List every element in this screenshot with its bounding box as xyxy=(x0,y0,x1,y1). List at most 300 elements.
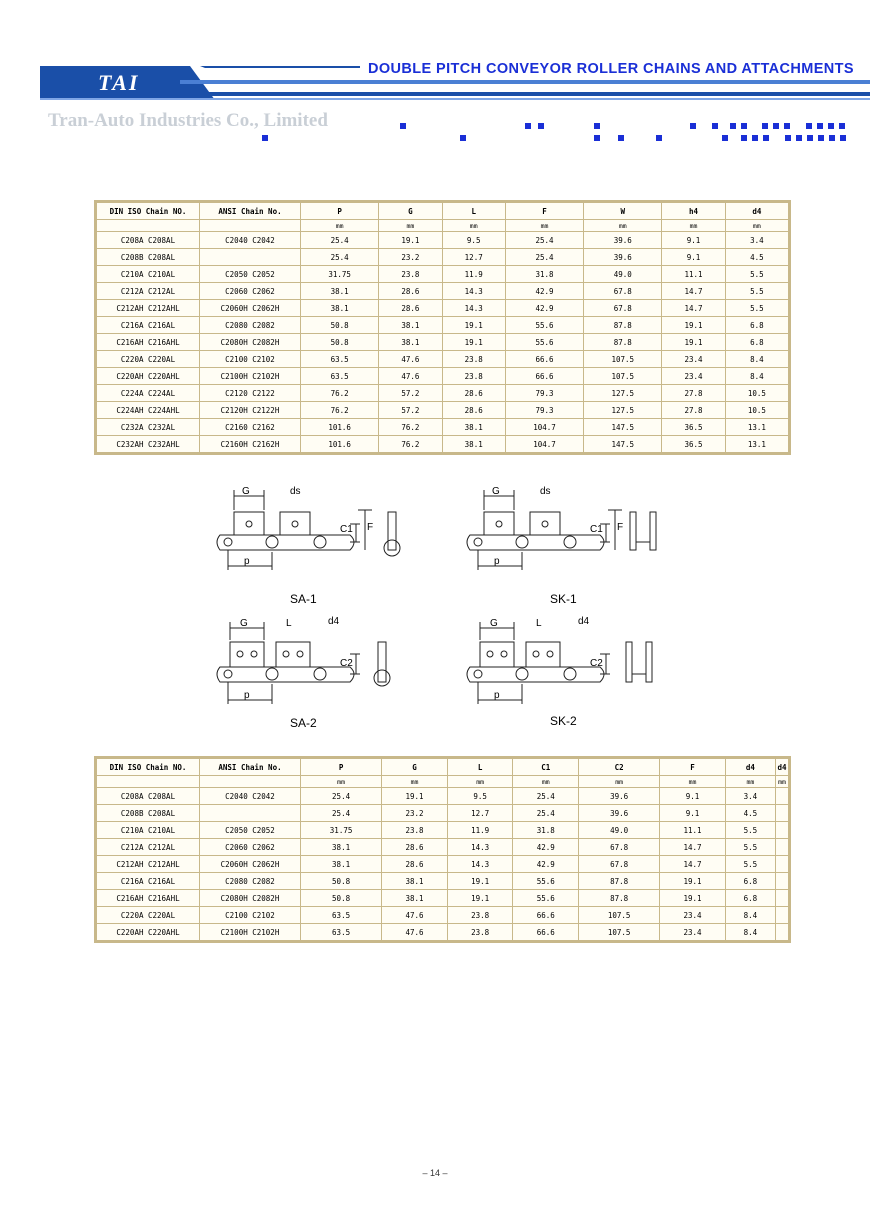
table-cell xyxy=(776,890,789,907)
table-row xyxy=(97,351,789,368)
column-header: L xyxy=(447,759,513,776)
table-cell: 42.9 xyxy=(513,856,579,873)
table-cell: 19.1 xyxy=(382,788,448,805)
table-cell: 11.9 xyxy=(447,822,513,839)
table-cell: C232AH C232AHL xyxy=(97,436,200,453)
column-header: C2 xyxy=(579,759,660,776)
table-cell: 3.4 xyxy=(725,788,775,805)
unit-cell: mm xyxy=(505,220,583,232)
table-cell: 23.4 xyxy=(660,924,726,941)
table-cell: 107.5 xyxy=(579,907,660,924)
table-cell: 49.0 xyxy=(579,822,660,839)
table-cell: 66.6 xyxy=(505,368,583,385)
unit-cell: mm xyxy=(725,220,788,232)
column-header: W xyxy=(584,203,662,220)
table-cell: 6.8 xyxy=(725,317,788,334)
table-cell: C2160H C2162H xyxy=(200,436,301,453)
table-cell: 28.6 xyxy=(442,385,505,402)
spec-table-1-body xyxy=(97,232,789,453)
table-cell: 101.6 xyxy=(301,419,379,436)
table-cell: 31.8 xyxy=(505,266,583,283)
table-cell: 42.9 xyxy=(505,300,583,317)
table-cell: 14.3 xyxy=(442,300,505,317)
table-cell: 25.4 xyxy=(505,249,583,266)
dim-label-c2: C2 xyxy=(340,658,353,669)
column-header: d4 xyxy=(725,759,775,776)
dim-label-p: p xyxy=(244,690,250,701)
diagram-label-sk2: SK-2 xyxy=(550,714,577,728)
table-cell: 27.8 xyxy=(662,402,725,419)
table-cell: C2160 C2162 xyxy=(200,419,301,436)
table-cell: 11.1 xyxy=(662,266,725,283)
table-cell: 14.7 xyxy=(660,839,726,856)
table-cell: 57.2 xyxy=(379,402,442,419)
unit-cell: mm xyxy=(301,220,379,232)
table-cell: 49.0 xyxy=(584,266,662,283)
table-cell: C216AH C216AHL xyxy=(97,334,200,351)
table-cell: 23.4 xyxy=(660,907,726,924)
dim-label-f: F xyxy=(367,522,374,533)
unit-cell: mm xyxy=(662,220,725,232)
table-row xyxy=(97,402,789,419)
table-cell: 19.1 xyxy=(379,232,442,249)
table-cell: C2120H C2122H xyxy=(200,402,301,419)
table-cell: 14.3 xyxy=(447,856,513,873)
table-cell xyxy=(776,856,789,873)
column-header: P xyxy=(301,203,379,220)
table-cell: 5.5 xyxy=(725,839,775,856)
table-row xyxy=(97,419,789,436)
table-row xyxy=(97,283,789,300)
table-cell: 47.6 xyxy=(382,907,448,924)
table-cell: 31.75 xyxy=(301,266,379,283)
table-cell: 19.1 xyxy=(447,873,513,890)
table-cell: 36.5 xyxy=(662,436,725,453)
table-cell xyxy=(776,924,789,941)
table-cell: 38.1 xyxy=(301,300,379,317)
table-row xyxy=(97,317,789,334)
table-cell: 6.8 xyxy=(725,873,775,890)
table-cell: 5.5 xyxy=(725,300,788,317)
table-cell: C2100 C2102 xyxy=(200,351,301,368)
column-header: ANSI Chain No. xyxy=(200,203,301,220)
table-cell: C2100H C2102H xyxy=(200,368,301,385)
table-cell: 25.4 xyxy=(301,249,379,266)
table-cell: C2050 C2052 xyxy=(200,266,301,283)
table-cell: 104.7 xyxy=(505,436,583,453)
table-cell: 66.6 xyxy=(505,351,583,368)
unit-cell: mm xyxy=(442,220,505,232)
table-cell: 50.8 xyxy=(301,873,382,890)
table-cell: 8.4 xyxy=(725,924,775,941)
table-cell: 67.8 xyxy=(584,283,662,300)
table-cell: 19.1 xyxy=(442,334,505,351)
table-cell: C2060 C2062 xyxy=(200,839,301,856)
table-cell: 66.6 xyxy=(513,924,579,941)
table-cell: 14.7 xyxy=(662,283,725,300)
table-cell: 5.5 xyxy=(725,822,775,839)
table-cell xyxy=(776,839,789,856)
table-cell: 28.6 xyxy=(379,283,442,300)
table-cell: 55.6 xyxy=(513,873,579,890)
table-cell: 76.2 xyxy=(379,436,442,453)
table-cell: 23.8 xyxy=(382,822,448,839)
table-cell: C208A C208AL xyxy=(97,788,200,805)
table-cell: 127.5 xyxy=(584,402,662,419)
dim-label-ds: ds xyxy=(540,486,551,497)
unit-cell xyxy=(97,776,200,788)
table-cell: 9.1 xyxy=(662,232,725,249)
table-cell xyxy=(200,249,301,266)
table-cell: 9.1 xyxy=(660,788,726,805)
table-cell: C2040 C2042 xyxy=(200,232,301,249)
dim-label-p: p xyxy=(244,556,250,567)
column-header: DIN ISO Chain NO. xyxy=(97,203,200,220)
table-cell xyxy=(776,873,789,890)
unit-cell: mm xyxy=(513,776,579,788)
table-cell: C208B C208AL xyxy=(97,805,200,822)
table-cell: C216A C216AL xyxy=(97,873,200,890)
table-cell: C212A C212AL xyxy=(97,839,200,856)
unit-cell xyxy=(97,220,200,232)
table-cell xyxy=(200,805,301,822)
table-cell: 47.6 xyxy=(379,351,442,368)
table-cell: 63.5 xyxy=(301,924,382,941)
table-cell: 42.9 xyxy=(513,839,579,856)
units-row xyxy=(97,776,789,788)
table-cell: C220A C220AL xyxy=(97,351,200,368)
table-cell: 25.4 xyxy=(513,788,579,805)
column-header: P xyxy=(301,759,382,776)
table-cell: 23.8 xyxy=(442,351,505,368)
dim-label-c1: C1 xyxy=(590,524,603,535)
table-cell: 57.2 xyxy=(379,385,442,402)
table-cell xyxy=(776,822,789,839)
table-cell: 55.6 xyxy=(505,317,583,334)
column-header: d4 xyxy=(776,759,789,776)
table-cell: 4.5 xyxy=(725,249,788,266)
table-cell: 23.2 xyxy=(382,805,448,822)
spec-table-2 xyxy=(96,758,789,941)
table-cell: 76.2 xyxy=(379,419,442,436)
table-cell: C2100H C2102H xyxy=(200,924,301,941)
table-cell: 39.6 xyxy=(579,805,660,822)
unit-cell: mm xyxy=(382,776,448,788)
table-cell: C2120 C2122 xyxy=(200,385,301,402)
dim-label-l: L xyxy=(536,618,542,629)
table-cell: 8.4 xyxy=(725,351,788,368)
table-cell: 87.8 xyxy=(584,334,662,351)
table-cell: 8.4 xyxy=(725,907,775,924)
table-cell: 67.8 xyxy=(579,839,660,856)
unit-cell: mm xyxy=(301,776,382,788)
table-cell: 5.5 xyxy=(725,856,775,873)
table-cell: C212AH C212AHL xyxy=(97,856,200,873)
table-cell: 10.5 xyxy=(725,385,788,402)
table-cell: 19.1 xyxy=(442,317,505,334)
table-row xyxy=(97,249,789,266)
table-cell: 38.1 xyxy=(382,890,448,907)
table-cell: 50.8 xyxy=(301,890,382,907)
dim-label-p: p xyxy=(494,556,500,567)
column-header: C1 xyxy=(513,759,579,776)
table-cell: 76.2 xyxy=(301,385,379,402)
company-logo: TAI xyxy=(98,70,140,95)
table-cell: 50.8 xyxy=(301,317,379,334)
table-cell: C224A C224AL xyxy=(97,385,200,402)
table-cell: 28.6 xyxy=(382,856,448,873)
table-cell: 38.1 xyxy=(442,419,505,436)
table-cell: C220AH C220AHL xyxy=(97,924,200,941)
table-row xyxy=(97,334,789,351)
table-cell: 42.9 xyxy=(505,283,583,300)
table-cell: 107.5 xyxy=(584,368,662,385)
table-cell: 23.8 xyxy=(447,907,513,924)
table-row xyxy=(97,232,789,249)
table-cell xyxy=(776,907,789,924)
table-row xyxy=(97,856,789,873)
table-row xyxy=(97,805,789,822)
column-header: d4 xyxy=(725,203,788,220)
table-cell: 9.5 xyxy=(447,788,513,805)
unit-cell: mm xyxy=(447,776,513,788)
table-cell: 79.3 xyxy=(505,402,583,419)
table-cell: 87.8 xyxy=(584,317,662,334)
sa2-drawing xyxy=(217,622,390,704)
table-cell: 67.8 xyxy=(584,300,662,317)
table-cell: 47.6 xyxy=(379,368,442,385)
table-cell: 47.6 xyxy=(382,924,448,941)
table-row xyxy=(97,839,789,856)
table-header-row xyxy=(97,203,789,220)
table-cell: 28.6 xyxy=(442,402,505,419)
table-cell: 23.8 xyxy=(379,266,442,283)
table-cell: C2060H C2062H xyxy=(200,856,301,873)
table-cell: 147.5 xyxy=(584,436,662,453)
table-cell: 4.5 xyxy=(725,805,775,822)
dim-label-p: p xyxy=(494,690,500,701)
table-cell: 107.5 xyxy=(579,924,660,941)
table-cell: 31.8 xyxy=(513,822,579,839)
table-cell: 39.6 xyxy=(584,232,662,249)
table-cell: 38.1 xyxy=(301,856,382,873)
table-cell: 31.75 xyxy=(301,822,382,839)
table-cell: 63.5 xyxy=(301,351,379,368)
column-header: F xyxy=(505,203,583,220)
dim-label-c2: C2 xyxy=(590,658,603,669)
table-row xyxy=(97,890,789,907)
table-cell: 19.1 xyxy=(662,334,725,351)
table-row xyxy=(97,300,789,317)
diagram-label-sa2: SA-2 xyxy=(290,716,317,730)
company-name: Tran-Auto Industries Co., Limited xyxy=(48,110,328,131)
table-cell: 19.1 xyxy=(660,873,726,890)
table-cell: 55.6 xyxy=(505,334,583,351)
table-cell: C2060 C2062 xyxy=(200,283,301,300)
table-row xyxy=(97,822,789,839)
table-cell: 55.6 xyxy=(513,890,579,907)
table-cell: 23.4 xyxy=(662,368,725,385)
table-cell: 25.4 xyxy=(301,788,382,805)
table-row xyxy=(97,907,789,924)
dim-label-d4: d4 xyxy=(328,616,340,627)
table-cell: C212AH C212AHL xyxy=(97,300,200,317)
table-cell: C2080H C2082H xyxy=(200,890,301,907)
table-cell: 87.8 xyxy=(579,873,660,890)
table-cell: C212A C212AL xyxy=(97,283,200,300)
unit-cell xyxy=(200,776,301,788)
decorative-squares xyxy=(0,120,870,146)
table-cell: 39.6 xyxy=(584,249,662,266)
table-cell: C2080H C2082H xyxy=(200,334,301,351)
table-cell: 38.1 xyxy=(442,436,505,453)
table-cell: 38.1 xyxy=(301,283,379,300)
table-cell: 19.1 xyxy=(662,317,725,334)
table-cell: 5.5 xyxy=(725,266,788,283)
table-row xyxy=(97,368,789,385)
table-cell: 14.7 xyxy=(662,300,725,317)
table-cell: 23.2 xyxy=(379,249,442,266)
table-cell: 13.1 xyxy=(725,436,788,453)
table-cell: 38.1 xyxy=(379,334,442,351)
table-cell: C208B C208AL xyxy=(97,249,200,266)
unit-cell: mm xyxy=(776,776,789,788)
dim-label-g: G xyxy=(492,486,500,497)
table-cell: C216AH C216AHL xyxy=(97,890,200,907)
table-cell: C2080 C2082 xyxy=(200,873,301,890)
table-cell: 28.6 xyxy=(382,839,448,856)
table-cell: C2050 C2052 xyxy=(200,822,301,839)
table-cell: C232A C232AL xyxy=(97,419,200,436)
page-title: DOUBLE PITCH CONVEYOR ROLLER CHAINS AND ATTACHMENTS xyxy=(368,61,855,77)
table-cell: 28.6 xyxy=(379,300,442,317)
table-row xyxy=(97,266,789,283)
column-header: G xyxy=(382,759,448,776)
table-cell: C210A C210AL xyxy=(97,822,200,839)
column-header: ANSI Chain No. xyxy=(200,759,301,776)
unit-cell xyxy=(200,220,301,232)
table-cell: 14.3 xyxy=(442,283,505,300)
table-cell: 104.7 xyxy=(505,419,583,436)
table-header-row xyxy=(97,759,789,776)
table-cell: 12.7 xyxy=(447,805,513,822)
table-cell: 23.8 xyxy=(447,924,513,941)
page-number: – 14 – xyxy=(422,1168,448,1178)
table-cell: 87.8 xyxy=(579,890,660,907)
table-cell: 63.5 xyxy=(301,368,379,385)
column-header: DIN ISO Chain NO. xyxy=(97,759,200,776)
table-cell: 12.7 xyxy=(442,249,505,266)
column-header: h4 xyxy=(662,203,725,220)
table-row xyxy=(97,788,789,805)
table-cell: C2100 C2102 xyxy=(200,907,301,924)
table-cell: C224AH C224AHL xyxy=(97,402,200,419)
table-cell: 10.5 xyxy=(725,402,788,419)
diagram-label-sk1: SK-1 xyxy=(550,592,577,606)
table-cell: 127.5 xyxy=(584,385,662,402)
dim-label-g: G xyxy=(490,618,498,629)
table-cell: C2080 C2082 xyxy=(200,317,301,334)
unit-cell: mm xyxy=(579,776,660,788)
table-cell: 9.1 xyxy=(662,249,725,266)
table-cell: 23.8 xyxy=(442,368,505,385)
unit-cell: mm xyxy=(584,220,662,232)
table-cell: 5.5 xyxy=(725,283,788,300)
table-cell: C208A C208AL xyxy=(97,232,200,249)
spec-table-1 xyxy=(96,202,789,453)
table-cell: 27.8 xyxy=(662,385,725,402)
table-cell: 67.8 xyxy=(579,856,660,873)
table-cell: C210A C210AL xyxy=(97,266,200,283)
unit-cell: mm xyxy=(379,220,442,232)
table-cell: 66.6 xyxy=(513,907,579,924)
table-cell: 50.8 xyxy=(301,334,379,351)
dim-label-g: G xyxy=(240,618,248,629)
attachment-diagrams xyxy=(200,480,660,740)
table-cell: 3.4 xyxy=(725,232,788,249)
spec-table-2-body xyxy=(97,788,789,941)
table-cell: 11.9 xyxy=(442,266,505,283)
table-cell: 147.5 xyxy=(584,419,662,436)
table-cell: 39.6 xyxy=(579,788,660,805)
dim-label-l: L xyxy=(286,618,292,629)
column-header: F xyxy=(660,759,726,776)
table-cell: C216A C216AL xyxy=(97,317,200,334)
table-cell: 25.4 xyxy=(301,232,379,249)
table-cell: 38.1 xyxy=(379,317,442,334)
table-cell: 38.1 xyxy=(301,839,382,856)
table-cell: 11.1 xyxy=(660,822,726,839)
table-cell: 14.7 xyxy=(660,856,726,873)
table-cell: 38.1 xyxy=(382,873,448,890)
table-row xyxy=(97,385,789,402)
table-cell: 63.5 xyxy=(301,907,382,924)
table-cell: 6.8 xyxy=(725,890,775,907)
units-row xyxy=(97,220,789,232)
column-header: G xyxy=(379,203,442,220)
table-cell: 25.4 xyxy=(301,805,382,822)
table-cell: 9.1 xyxy=(660,805,726,822)
unit-cell: mm xyxy=(660,776,726,788)
table-cell: 23.4 xyxy=(662,351,725,368)
table-cell: 107.5 xyxy=(584,351,662,368)
unit-cell: mm xyxy=(725,776,775,788)
table-row xyxy=(97,436,789,453)
table-cell: C2060H C2062H xyxy=(200,300,301,317)
table-cell: C220A C220AL xyxy=(97,907,200,924)
dim-label-c1: C1 xyxy=(340,524,353,535)
table-cell: 9.5 xyxy=(442,232,505,249)
table-cell: 25.4 xyxy=(513,805,579,822)
table-row xyxy=(97,924,789,941)
diagram-label-sa1: SA-1 xyxy=(290,592,317,606)
dim-label-d4: d4 xyxy=(578,616,590,627)
table-cell xyxy=(776,805,789,822)
column-header: L xyxy=(442,203,505,220)
table-cell: 79.3 xyxy=(505,385,583,402)
table-row xyxy=(97,873,789,890)
table-cell: 13.1 xyxy=(725,419,788,436)
table-cell: 6.8 xyxy=(725,334,788,351)
table-cell: 14.3 xyxy=(447,839,513,856)
table-cell: 76.2 xyxy=(301,402,379,419)
table-cell: 36.5 xyxy=(662,419,725,436)
dim-label-ds: ds xyxy=(290,486,301,497)
table-cell: 101.6 xyxy=(301,436,379,453)
table-cell: C220AH C220AHL xyxy=(97,368,200,385)
dim-label-f: F xyxy=(617,522,624,533)
table-cell: 25.4 xyxy=(505,232,583,249)
